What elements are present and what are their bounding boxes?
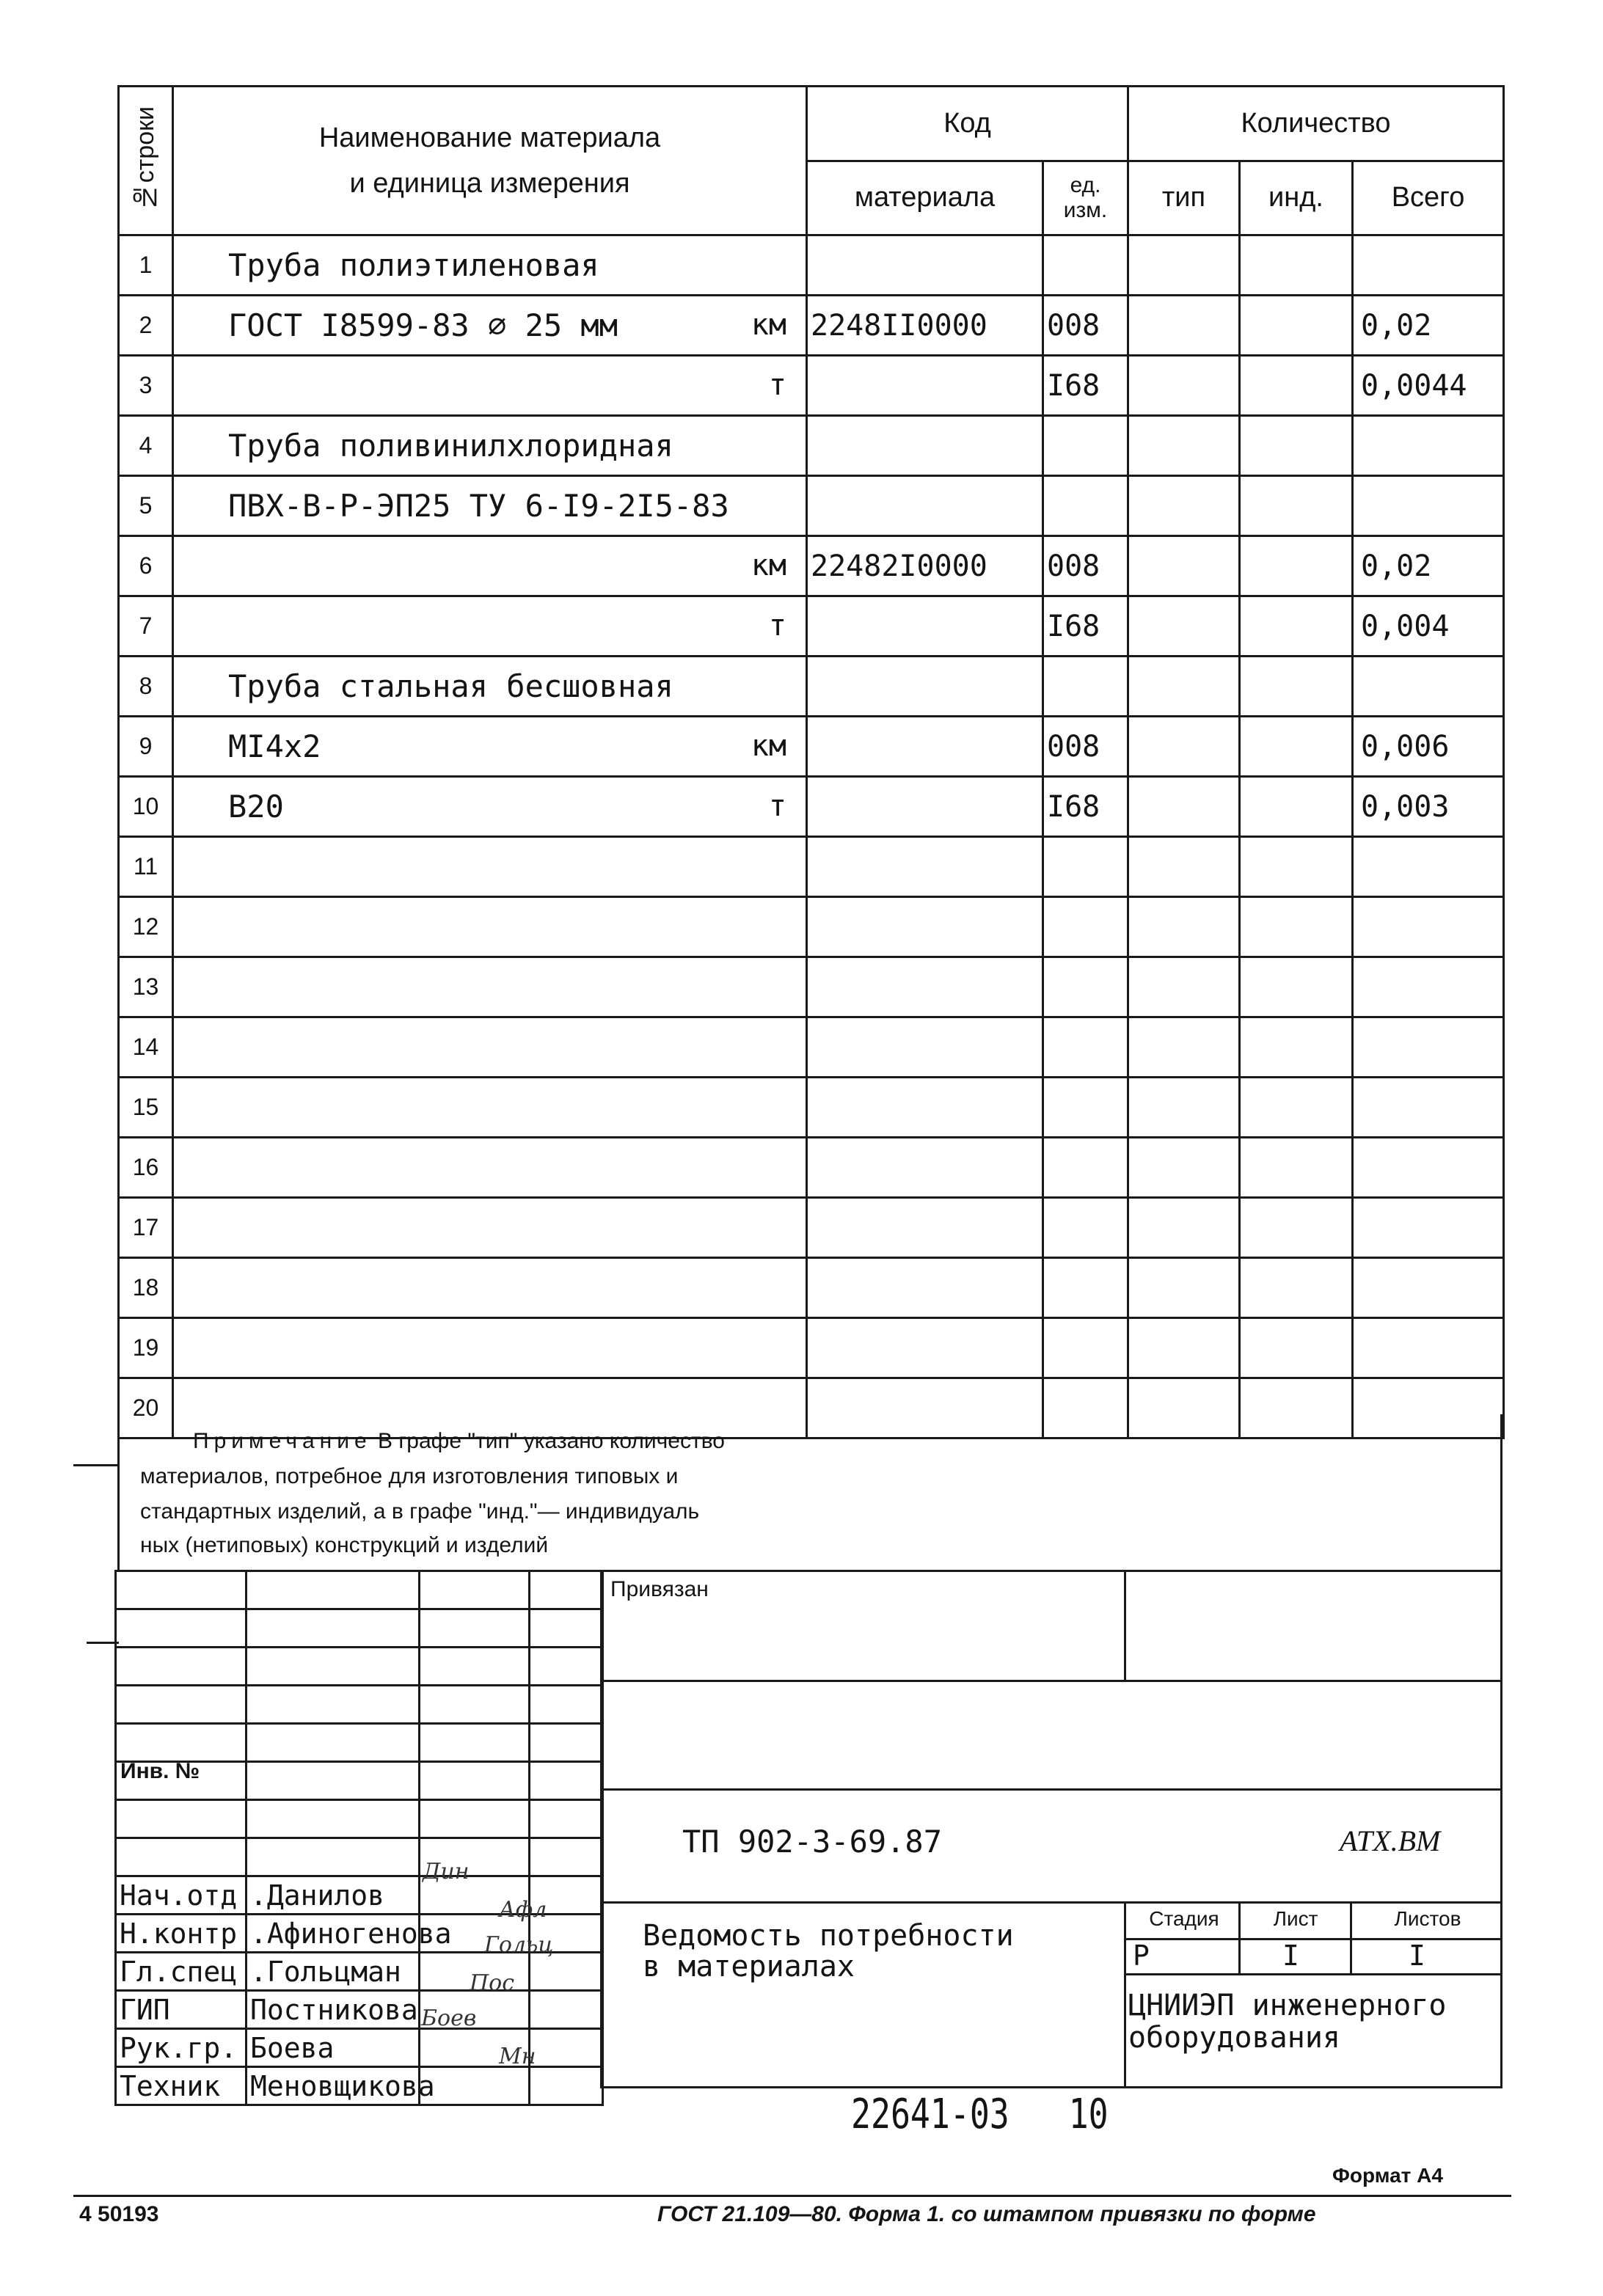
note-line-1 bbox=[193, 1429, 725, 1454]
signature-cell bbox=[116, 1609, 247, 1648]
type-qty bbox=[1128, 596, 1240, 657]
table-row bbox=[119, 1198, 1504, 1258]
type-qty bbox=[1128, 897, 1240, 957]
sheets-value: I bbox=[1409, 1939, 1425, 1972]
total-qty: 0,004 bbox=[1353, 596, 1504, 657]
signature-row bbox=[116, 1991, 603, 2029]
table-row bbox=[119, 296, 1504, 356]
material-code bbox=[807, 476, 1043, 536]
note-block bbox=[117, 1414, 1502, 1571]
ind-qty bbox=[1240, 476, 1353, 536]
ind-qty bbox=[1240, 957, 1353, 1017]
unit-code: I68 bbox=[1043, 596, 1128, 657]
sheets-label: Листов bbox=[1394, 1907, 1461, 1930]
privyazan-label: Привязан bbox=[610, 1577, 709, 1601]
row-number: 11 bbox=[119, 837, 173, 897]
signature-cell bbox=[116, 1838, 247, 1876]
name-header-line1: Наименование материала bbox=[318, 123, 661, 153]
signature-row bbox=[116, 1609, 603, 1648]
type-header: тип bbox=[1128, 161, 1240, 235]
stamp-divider-v4 bbox=[1350, 1901, 1352, 1975]
stamp-divider-v2 bbox=[1124, 1901, 1126, 2088]
signature-row bbox=[116, 1571, 603, 1609]
row-number-header bbox=[119, 87, 173, 235]
material-name-text: ГОСТ I8599-83 ∅ 25 мм bbox=[228, 307, 618, 343]
unit-name: т bbox=[768, 609, 786, 643]
type-qty bbox=[1128, 717, 1240, 777]
table-row bbox=[119, 416, 1504, 476]
material-name bbox=[173, 1017, 807, 1078]
row-number: 2 bbox=[119, 296, 173, 356]
type-qty bbox=[1128, 1258, 1240, 1318]
unit-code bbox=[1043, 1017, 1128, 1078]
material-name bbox=[173, 416, 807, 476]
unit-code-header bbox=[1043, 161, 1128, 235]
table-row bbox=[119, 657, 1504, 717]
unit-name: т bbox=[768, 368, 786, 402]
material-name-text: MI4x2 bbox=[228, 728, 321, 764]
stamp-divider-5 bbox=[1124, 1973, 1502, 1975]
total-qty bbox=[1353, 1318, 1504, 1378]
signature-cell bbox=[420, 1609, 530, 1648]
total-qty bbox=[1353, 476, 1504, 536]
unit-code bbox=[1043, 1078, 1128, 1138]
signature-cell bbox=[247, 1648, 420, 1686]
total-qty: 0,0044 bbox=[1353, 356, 1504, 416]
type-qty bbox=[1128, 1198, 1240, 1258]
ind-qty bbox=[1240, 536, 1353, 596]
note-line-1-text: В графе "тип" указано количество bbox=[371, 1429, 725, 1453]
signer-role: Рук.гр. bbox=[116, 2029, 247, 2067]
type-qty bbox=[1128, 235, 1240, 296]
signature-cell bbox=[247, 1762, 420, 1800]
unit-code: 008 bbox=[1043, 536, 1128, 596]
signature-cell bbox=[247, 1724, 420, 1762]
material-name bbox=[173, 1198, 807, 1258]
ind-qty bbox=[1240, 1258, 1353, 1318]
total-qty bbox=[1353, 235, 1504, 296]
type-qty bbox=[1128, 957, 1240, 1017]
type-qty bbox=[1128, 296, 1240, 356]
table-row bbox=[119, 356, 1504, 416]
material-name bbox=[173, 1078, 807, 1138]
signature-cell bbox=[530, 1800, 603, 1838]
material-name-text: Труба стальная бесшовная bbox=[228, 668, 673, 704]
signer-role: Н.контр bbox=[116, 1915, 247, 1953]
total-qty bbox=[1353, 1078, 1504, 1138]
unit-code: I68 bbox=[1043, 777, 1128, 837]
signer-name: .Афиногенова bbox=[247, 1915, 420, 1953]
row-number-header-label: №строки bbox=[131, 106, 159, 211]
signer-name: .Гольцман bbox=[247, 1953, 420, 1991]
material-code bbox=[807, 897, 1043, 957]
signature-row bbox=[116, 1724, 603, 1762]
type-qty bbox=[1128, 416, 1240, 476]
total-qty bbox=[1353, 957, 1504, 1017]
ind-qty bbox=[1240, 235, 1353, 296]
ind-qty bbox=[1240, 657, 1353, 717]
signature-cell bbox=[116, 1571, 247, 1609]
stamp-divider-3 bbox=[600, 1901, 1502, 1904]
total-qty: 0,003 bbox=[1353, 777, 1504, 837]
total-qty bbox=[1353, 837, 1504, 897]
name-header-line2: и единица измерения bbox=[349, 168, 630, 199]
total-qty bbox=[1353, 416, 1504, 476]
unit-code bbox=[1043, 897, 1128, 957]
material-name bbox=[173, 356, 807, 416]
signature-row bbox=[116, 1800, 603, 1838]
margin-tick-1 bbox=[73, 1464, 119, 1466]
ind-qty bbox=[1240, 1318, 1353, 1378]
ind-qty bbox=[1240, 296, 1353, 356]
signature-row bbox=[116, 1648, 603, 1686]
signature-cell bbox=[530, 1686, 603, 1724]
total-qty bbox=[1353, 1138, 1504, 1198]
signature-cell bbox=[530, 2029, 603, 2067]
stamp-divider-2 bbox=[600, 1788, 1502, 1791]
type-qty bbox=[1128, 476, 1240, 536]
unit-code-header-line1: ед. bbox=[1070, 172, 1101, 197]
signature-cell bbox=[247, 1571, 420, 1609]
type-qty bbox=[1128, 1078, 1240, 1138]
table-row bbox=[119, 235, 1504, 296]
signature-cell bbox=[420, 1762, 530, 1800]
signature-3: Гольц bbox=[484, 1932, 554, 1958]
note-lead: Примечание bbox=[193, 1429, 372, 1453]
table-row bbox=[119, 1318, 1504, 1378]
material-code bbox=[807, 777, 1043, 837]
footer-right: ГОСТ 21.109—80. Форма 1. со штампом привязки по форме bbox=[657, 2202, 1316, 2226]
table-row bbox=[119, 897, 1504, 957]
row-number: 20 bbox=[119, 1378, 173, 1438]
row-number: 3 bbox=[119, 356, 173, 416]
material-name bbox=[173, 1138, 807, 1198]
total-qty bbox=[1353, 1258, 1504, 1318]
total-qty bbox=[1353, 1198, 1504, 1258]
signature-cell bbox=[530, 1724, 603, 1762]
material-code bbox=[807, 957, 1043, 1017]
unit-code bbox=[1043, 1138, 1128, 1198]
unit-code bbox=[1043, 1318, 1128, 1378]
table-row bbox=[119, 596, 1504, 657]
signature-6: Мн bbox=[499, 2044, 536, 2069]
signature-cell bbox=[420, 1648, 530, 1686]
format-label: Формат А4 bbox=[1332, 2164, 1443, 2187]
ind-qty bbox=[1240, 777, 1353, 837]
material-code-header: материала bbox=[807, 161, 1043, 235]
unit-name: км bbox=[751, 549, 786, 582]
material-code bbox=[807, 1138, 1043, 1198]
organization bbox=[1128, 1989, 1446, 2054]
signature-cell bbox=[247, 1686, 420, 1724]
material-name-text: B20 bbox=[228, 789, 284, 825]
signature-row bbox=[116, 2067, 603, 2105]
signature-cell bbox=[116, 1648, 247, 1686]
signer-role: ГИП bbox=[116, 1991, 247, 2029]
sheet-value: I bbox=[1282, 1939, 1299, 1972]
note-line-4: ных (нетиповых) конструкций и изделий bbox=[140, 1533, 549, 1557]
row-number: 10 bbox=[119, 777, 173, 837]
type-qty bbox=[1128, 1318, 1240, 1378]
unit-code bbox=[1043, 1258, 1128, 1318]
unit-code bbox=[1043, 657, 1128, 717]
signature-row bbox=[116, 1686, 603, 1724]
row-number: 7 bbox=[119, 596, 173, 657]
signer-role: Нач.отд bbox=[116, 1876, 247, 1915]
organization-line2: оборудования bbox=[1128, 2021, 1340, 2055]
signature-cell bbox=[420, 1571, 530, 1609]
ind-qty bbox=[1240, 1017, 1353, 1078]
ind-qty bbox=[1240, 416, 1353, 476]
material-name bbox=[173, 596, 807, 657]
type-qty bbox=[1128, 1138, 1240, 1198]
signer-role: Техник bbox=[116, 2067, 247, 2105]
material-name bbox=[173, 1258, 807, 1318]
material-name bbox=[173, 235, 807, 296]
row-number: 8 bbox=[119, 657, 173, 717]
handwritten-number: 22641-03 10 bbox=[851, 2091, 1109, 2138]
unit-code-header-line2: изм. bbox=[1063, 197, 1108, 222]
type-qty bbox=[1128, 837, 1240, 897]
signature-cell bbox=[116, 1686, 247, 1724]
material-name bbox=[173, 536, 807, 596]
signature-cell bbox=[530, 1838, 603, 1876]
row-number: 6 bbox=[119, 536, 173, 596]
signature-cell bbox=[530, 1571, 603, 1609]
row-number: 13 bbox=[119, 957, 173, 1017]
signature-cell bbox=[420, 1800, 530, 1838]
table-row bbox=[119, 1138, 1504, 1198]
ind-qty bbox=[1240, 717, 1353, 777]
material-name-text: Труба поливинилхлоридная bbox=[228, 428, 673, 464]
material-code bbox=[807, 416, 1043, 476]
material-code bbox=[807, 1017, 1043, 1078]
unit-code: 008 bbox=[1043, 296, 1128, 356]
document-title-line1: Ведомость потребности bbox=[643, 1919, 1014, 1953]
row-number: 1 bbox=[119, 235, 173, 296]
ind-qty bbox=[1240, 1198, 1353, 1258]
code-header: Код bbox=[807, 87, 1128, 161]
material-code bbox=[807, 837, 1043, 897]
row-number: 18 bbox=[119, 1258, 173, 1318]
unit-code bbox=[1043, 957, 1128, 1017]
row-number: 5 bbox=[119, 476, 173, 536]
unit-name: км bbox=[751, 729, 786, 763]
unit-name: км bbox=[751, 308, 786, 342]
row-number: 9 bbox=[119, 717, 173, 777]
total-header: Всего bbox=[1353, 161, 1504, 235]
signature-cell bbox=[530, 1953, 603, 1991]
signature-row bbox=[116, 1838, 603, 1876]
stage-label: Стадия bbox=[1149, 1907, 1219, 1930]
signer-name: .Данилов bbox=[247, 1876, 420, 1915]
signature-1: Дин bbox=[423, 1859, 470, 1884]
table-row bbox=[119, 717, 1504, 777]
material-name bbox=[173, 897, 807, 957]
footer-left: 4 50193 bbox=[79, 2202, 159, 2226]
row-number: 16 bbox=[119, 1138, 173, 1198]
signature-cell bbox=[247, 1800, 420, 1838]
signature-row bbox=[116, 1953, 603, 1991]
signature-cell bbox=[247, 1609, 420, 1648]
total-qty bbox=[1353, 657, 1504, 717]
signer-name: Меновщикова bbox=[247, 2067, 420, 2105]
footer-rule bbox=[73, 2195, 1511, 2197]
unit-code bbox=[1043, 235, 1128, 296]
material-name bbox=[173, 777, 807, 837]
name-header bbox=[173, 87, 807, 235]
ind-qty bbox=[1240, 837, 1353, 897]
table-row bbox=[119, 1017, 1504, 1078]
signer-name: Постникова bbox=[247, 1991, 420, 2029]
material-name bbox=[173, 657, 807, 717]
material-code bbox=[807, 717, 1043, 777]
total-qty: 0,02 bbox=[1353, 296, 1504, 356]
material-name-text: ПВХ-В-Р-ЭП25 ТУ 6-I9-2I5-83 bbox=[228, 488, 729, 524]
signature-cell bbox=[116, 1724, 247, 1762]
material-code bbox=[807, 1078, 1043, 1138]
ind-qty bbox=[1240, 897, 1353, 957]
ind-qty bbox=[1240, 1138, 1353, 1198]
material-name-text: Труба полиэтиленовая bbox=[228, 247, 599, 283]
material-code bbox=[807, 1318, 1043, 1378]
unit-code bbox=[1043, 1198, 1128, 1258]
unit-code: I68 bbox=[1043, 356, 1128, 416]
table-row bbox=[119, 1078, 1504, 1138]
organization-line1: ЦНИИЭП инженерного bbox=[1128, 1989, 1447, 2022]
signature-cell bbox=[116, 1800, 247, 1838]
signer-name: Боева bbox=[247, 2029, 420, 2067]
row-number: 15 bbox=[119, 1078, 173, 1138]
table-row bbox=[119, 957, 1504, 1017]
material-code bbox=[807, 657, 1043, 717]
stamp-divider-v3 bbox=[1238, 1901, 1241, 1975]
unit-code bbox=[1043, 416, 1128, 476]
row-number: 19 bbox=[119, 1318, 173, 1378]
total-qty: 0,006 bbox=[1353, 717, 1504, 777]
material-name bbox=[173, 1318, 807, 1378]
total-qty bbox=[1353, 897, 1504, 957]
signature-cell bbox=[247, 1838, 420, 1876]
unit-code: 008 bbox=[1043, 717, 1128, 777]
signer-role: Гл.спец bbox=[116, 1953, 247, 1991]
material-code bbox=[807, 596, 1043, 657]
stamp-divider-v1 bbox=[1124, 1570, 1126, 1681]
document-mark: АТХ.ВМ bbox=[1340, 1824, 1441, 1857]
material-name bbox=[173, 957, 807, 1017]
signature-2: Афл bbox=[499, 1897, 547, 1923]
signature-4: Пос bbox=[470, 1970, 515, 1996]
type-qty bbox=[1128, 356, 1240, 416]
signature-cell bbox=[530, 1762, 603, 1800]
note-line-3: стандартных изделий, а в графе "инд."— индивидуаль bbox=[140, 1499, 700, 1524]
type-qty bbox=[1128, 536, 1240, 596]
document-code: ТП 902-3-69.87 bbox=[682, 1824, 943, 1860]
material-code: 2248II0000 bbox=[807, 296, 1043, 356]
signature-cell bbox=[530, 1609, 603, 1648]
type-qty bbox=[1128, 777, 1240, 837]
ind-qty bbox=[1240, 356, 1353, 416]
stamp-divider-1 bbox=[600, 1680, 1502, 1682]
material-name bbox=[173, 476, 807, 536]
type-qty bbox=[1128, 657, 1240, 717]
document-title bbox=[643, 1920, 1014, 1982]
document-title-line2: в материалах bbox=[643, 1950, 855, 1984]
table-row bbox=[119, 536, 1504, 596]
signature-cell bbox=[420, 1724, 530, 1762]
stamp-divider-4 bbox=[1124, 1938, 1502, 1940]
material-code: 22482I0000 bbox=[807, 536, 1043, 596]
table-row bbox=[119, 777, 1504, 837]
total-qty: 0,02 bbox=[1353, 536, 1504, 596]
material-code bbox=[807, 356, 1043, 416]
signature-cell bbox=[420, 2067, 530, 2105]
material-name bbox=[173, 296, 807, 356]
signature-cell bbox=[420, 1686, 530, 1724]
ind-header: инд. bbox=[1240, 161, 1353, 235]
material-name bbox=[173, 717, 807, 777]
total-qty bbox=[1353, 1017, 1504, 1078]
table-row bbox=[119, 1258, 1504, 1318]
material-code bbox=[807, 235, 1043, 296]
signature-cell bbox=[530, 2067, 603, 2105]
material-code bbox=[807, 1198, 1043, 1258]
signature-cell bbox=[530, 1991, 603, 2029]
materials-table bbox=[117, 85, 1505, 1439]
type-qty bbox=[1128, 1017, 1240, 1078]
row-number: 4 bbox=[119, 416, 173, 476]
unit-code bbox=[1043, 837, 1128, 897]
inventory-number-label: Инв. № bbox=[120, 1759, 200, 1783]
unit-name: т bbox=[768, 789, 786, 823]
signature-5: Боев bbox=[421, 2006, 477, 2031]
table-row bbox=[119, 837, 1504, 897]
stage-value: Р bbox=[1133, 1939, 1150, 1972]
ind-qty bbox=[1240, 596, 1353, 657]
sheet-label: Лист bbox=[1273, 1907, 1318, 1930]
unit-code bbox=[1043, 476, 1128, 536]
quantity-header: Количество bbox=[1128, 87, 1504, 161]
signature-grid bbox=[114, 1570, 604, 2106]
row-number: 17 bbox=[119, 1198, 173, 1258]
row-number: 12 bbox=[119, 897, 173, 957]
row-number: 14 bbox=[119, 1017, 173, 1078]
table-row bbox=[119, 476, 1504, 536]
material-name bbox=[173, 837, 807, 897]
note-line-2: материалов, потребное для изготовления типовых и bbox=[140, 1464, 679, 1488]
material-code bbox=[807, 1258, 1043, 1318]
signature-cell bbox=[530, 1648, 603, 1686]
ind-qty bbox=[1240, 1078, 1353, 1138]
